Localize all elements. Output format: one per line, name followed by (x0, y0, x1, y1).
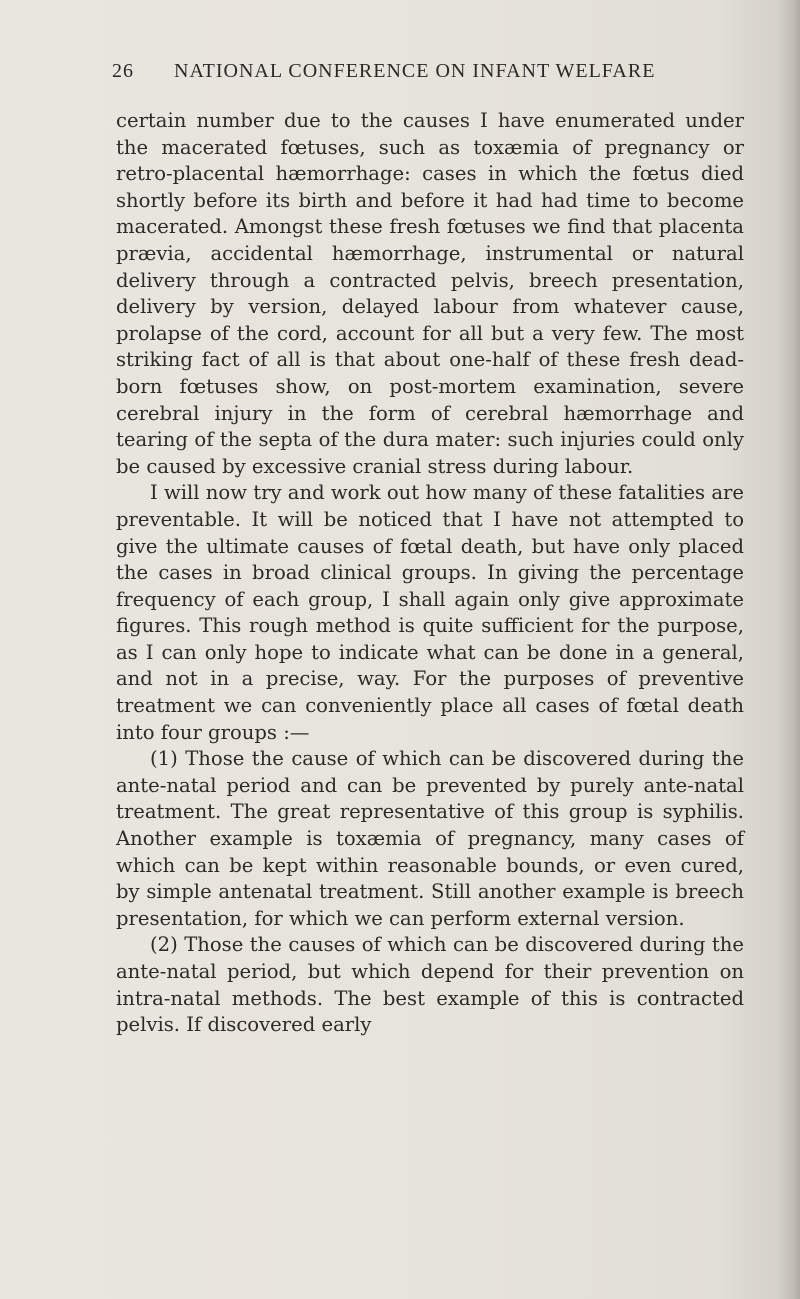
body-text (116, 108, 744, 1039)
running-title: NATIONAL CONFERENCE ON INFANT WELFARE (174, 60, 656, 82)
paragraph-group-2: (2) Those the causes of which can be discovered during the ante-natal period, but which depend for their prevention on intra-natal methods. The best example of this is contracted pelvis. If discovered early (116, 933, 744, 1037)
page-number: 26 (112, 60, 134, 82)
running-header (112, 60, 752, 83)
page-edge-shadow (778, 0, 800, 1299)
paragraph-preventable: I will now try and work out how many of these fatalities are preventable. It will be noticed that I have not attempted to give the ultimate causes of fœtal death, but have only placed the cases in broad clinical groups. In giving the percentage frequency of each group, I shall again only give approximate figures. This rough method is quite sufficient for the purpose, as I can only hope to indicate what can be done in a general, and not in a precise, way. For the purposes of preventive treatment we can conveniently place all cases of fœtal death into four groups :— (116, 481, 744, 744)
paragraph-group-1: (1) Those the cause of which can be discovered during the ante-natal period and can be prevented by purely ante-natal treatment. The great representative of this group is syphilis. Another example is toxæmia of pregnancy, many cases of which can be kept within reasonable bounds, or even cured, by simple antenatal treatment. Still another example is breech presentation, for which we can perform external version. (116, 747, 744, 930)
paragraph-continuation: certain number due to the causes I have enumerated under the macerated fœtuses, such as toxæmia of pregnancy or retro-placental hæmorrhage: cases in which the fœtus died shortly before its birth and before it had had time to become macerated. Amongst these fresh fœtuses we find that placenta prævia, accidental hæmorrhage, instrumental or natural delivery through a contracted pelvis, breech presentation, delivery by version, delayed labour from whatever cause, prolapse of the cord, account for all but a very few. The most striking fact of all is that about one-half of these fresh dead-born fœtuses show, on post-mortem examination, severe cerebral injury in the form of cerebral hæmorrhage and tearing of the septa of the dura mater: such injuries could only be caused by excessive cranial stress during labour. (116, 109, 744, 478)
